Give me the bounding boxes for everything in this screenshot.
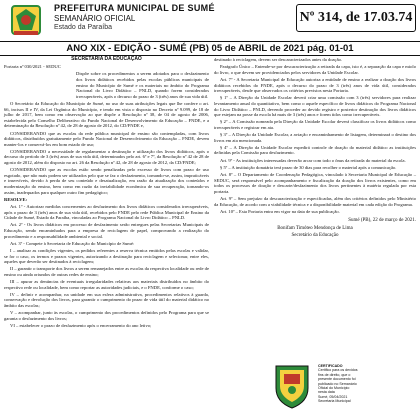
paragraph: § 2º – A Comissão nomeada pela Direção da Unidade Escolar deverá classificar os livros didáticos como irrecuperáveis e registrar em ata. [214,119,416,130]
paragraph: CONSIDERANDO que as escolas da rede pública municipal de ensino são contempladas, com livros didáticos, distribuídos gratuitamente pelo Fundo Nacional de Desenvolvimento da Educação – FNDE, devem manter-los e conservá-los em bom estado de uso; [4,130,209,147]
masthead-state: Estado da Paraíba [54,24,112,31]
article-item: II – garantir o transporte dos livros a serem remanejados entre as escolas da respectiva localidade ou rede de ensino ou ainda oriundos de outras redes de ensino; [4,266,209,277]
certificate-line: nesta data [318,390,335,395]
place-date: Sumé (PB), 22 de março de 2021. [348,218,416,224]
paragraph: § 1º – A Direção da Unidade Escolar deverá criar uma comissão com 3 (três) servidores para realizar levantamento anual do quantitativo, bem como o aquele específico de livros didáticos do Programa Nacional do Livro Didático – PNLD, devendo proceder ao devido registro e posterior destinação dos livros didáticos que estejam na posse da escola há mais de 3 (três) anos e forem tidos como irrecuperáveis. [214,95,416,118]
portaria-summary: Dispõe sobre os procedimentos a serem adotados para o desfazimento dos livros didáticos recebidos pelas escolas públicas municipais de ensino do Município de Sumé e os materiais no âmbito do Programa Nacional do Livro Didático – PNLD, quando forem considerados irrecuperáveis, após o decurso do prazo de 3 (três) anos de sua vida útil. [76,71,209,99]
article: Art. 2º - Os livros didáticos em processo de desfazimento serão entregues pelas Secretarias Municipais de Educação, sendo encaminhados para a empresa de reciclagem de papel, comprovando a realização do procedimento e a responsabilidade ambiental e social. [4,222,209,239]
article: Art. 9º – Sem prejuízo da descaracterização e especificadas, além dos critérios definidos pelo Ministério da Educação, de acordo com a viabilidade técnica e a disponibilidade material em cada edição do Programa. [214,196,416,207]
municipal-crest-icon [8,2,44,38]
portaria-number: Portaria nº 030/2021 - SEDUC [4,64,61,70]
edition-bar: ANO XIX - EDIÇÃO - SUMÉ (PB) 05 de ABRIL de 2021 pág. 01-01 [0,41,420,56]
paragraph: § 5º – A instituição donatária terá prazo de 30 dias para recolher o material após a comunicação. [220,164,397,170]
certificate-text [318,364,400,404]
paragraph: Parágrafo Único – Entende-se por descaracterização a retirada da capa, isto é, a separação da capa e miolo do livro, o que devem ser providenciados pelos servidores da Unidade Escolar. [214,64,416,75]
article: Art. 3º - Compete à Secretaria de Educação do Município de Sumé: [10,240,135,246]
masthead-subtitle: SEMANÁRIO OFICIAL [54,14,136,23]
article-item: V – acompanhar, junto às escolas, o cumprimento dos procedimentos definidos pelo Programa para que se garanta o desfazimento dos livros; [4,310,209,321]
certificate-line: Certifico para os devidos [318,368,358,373]
signer-role: Secretário da Educação [291,232,339,238]
certificate-line: Oficial do Município [318,386,350,391]
article-item: IV – definir e acompanhar, na unidade em sua esfera administrativa, procedimentos relativos à guarda, conservação e devolução dos livros, para garantir o cumprimento do prazo de vida útil do material didático no âmbito das escolas; [4,291,209,309]
paragraph: destinado à reciclagem, devem ser descaracterizados antes da doação. [214,57,343,62]
article: Art. 10º – Esta Portaria entra em vigor na data de sua publicação. [220,208,340,214]
paragraph: § 3º – A Direção da Unidade Escolar, a aviação e encaminhamento de listagem, determinará o destino dos livros em ata mencionada. [214,132,416,143]
certificate-line: presente documento foi [318,377,356,382]
left-column [4,57,209,330]
paragraph: § 4º – A Direção da Unidade Escolar expedirá controle de doação do material didático as instituições definidas pela Comissão para desfazimento. [214,144,416,156]
article: Art. 7º - A Secretaria Municipal de Educação autoriza a entidade de ensino a realizar a doação dos livros didáticos recebidos do FNDE, após o decurso do prazo de 3 (três) anos de vida útil, considerados irrecuperáveis, desde que observados os critérios previstos nesta Portaria. [214,76,416,94]
resolve-heading: RESOLVE: [4,196,28,202]
right-column [214,57,416,240]
issue-number: Nº 314, de 17.03.74 [296,4,416,32]
paragraph: CONSIDERANDO que as escolas estão sendo penalizadas pelo excesso de livros com prazo de uso esgotado, que não mais podem ser utilizados pelo que se faz o desfazimento, tornando-se, assim, impraticáveis e inservíveis, devido à perda de seu conteúdo e desatualização, em razão da atualização dos conteúdos e modernização do ensino, bem como em razão da inviabilidade econômica de sua recuperação, tornando-os assim, inadequados para qualquer outro fim pedagógico; [4,167,209,195]
article-item: III – apurar as denúncias de eventuais irregularidades relativas aos materiais distribuídos no âmbito do respectivo rede ou localidade, bem como reportar as autoridades judiciais, e o FNDE, conforme o caso; [4,279,209,290]
article: Art. 9º - As instituições interessadas deverão arcar com todo o ônus da retirada do material da escola. [220,157,406,163]
masthead-title: PREFEITURA MUNICIPAL DE SUMÉ [54,3,215,13]
article: Art. 8º – O Departamento de Coordenação Pedagógica, vinculado à Secretaria Municipal de Educação – SEDUC, será responsável pelo acompanhamento e fiscalização da doação dos livros existentes, como em todos os processos de doação e descarte/desfazimento dos livros pertinentes à matéria regulada por esta portaria. [214,172,416,194]
article-item: VI – estabelecer o prazo de desfazimento após o encerramento do ano letivo; [10,323,152,329]
masthead [54,3,284,37]
section-title: SECRETARIA DA EDUCAÇÃO [71,56,142,62]
certificate-line: Sumé, 05/04/2021 [318,394,348,399]
certificate-line: publicado no Semanário [318,381,357,386]
coat-of-arms-icon [270,362,314,410]
certificate-line: Secretaria Municipal [318,399,351,404]
header [0,0,420,40]
article-item: I – analisar as condições vigentes, os pedidos referentes a reserva técnica emitidos pelas escolas e validar, se for o caso, os termos e prazos vigentes, autorizando a destinação para reciclagem e selecionar, entre eles, aqueles que deverão ser destinados à reciclagem; [4,247,209,265]
certificate-line: CERTIFICADO [318,364,343,368]
article: Art. 1º - Autorizar medidas concernentes ao desfazimento dos livros didáticos considerados irrecuperáveis, após o prazo de 3 (três) anos de sua vida útil, recebidos pelo FNDE pelo rede Pública Municipal de Ensino da Cidade de Sumé, Estado da Paraíba, vinculadas ao Programa Nacional do Livro Didático – PNLD. [4,204,209,221]
certification-block [270,362,400,416]
certificate-line: fins de direito, que o [318,372,351,377]
paragraph: CONSIDERANDO a necessidade de regulamentar a destinação e utilização dos livros didáticos, após o decurso do período de 3 (três) anos de sua vida útil, determinados pelo art. 6º e 7º, da Resolução nº 42 de 28 de agosto de 2012, além do disposto no art. 26 da Resolução nº 42, de 28 de agosto de 2012, da CD/FNDE; [4,148,209,166]
signer-name: Bonifam Timóteo Mendonça de Lima [277,225,353,231]
paragraph: O Secretário da Educação do Município de Sumé, no uso de suas atribuições legais que lhe confere o art. 66, incisos II e IV, da Lei Orgânica do Município, e tendo em vista o disposto no Decreto nº 9.099, de 18 de julho de 2017, bem como em observação ao que dispõe a Resolução nº 38, de 04 de agosto de 2006, estabelecida pelo Conselho Deliberativo do Fundo Nacional de Desenvolvimento da Educação – FNDE, e a determinação da Resolução nº 42, de 28 de agosto de 2012, do CD/FNDE e, [4,100,209,129]
